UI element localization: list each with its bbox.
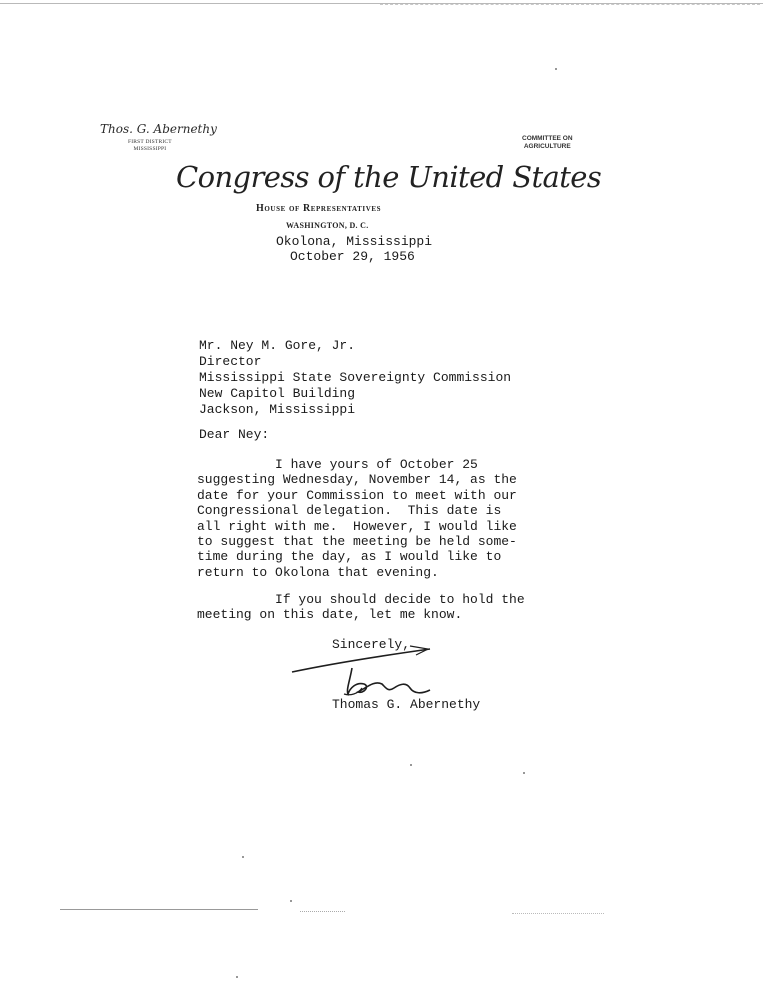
letter-place: Okolona, Mississippi	[276, 234, 433, 249]
scan-speck	[242, 856, 244, 858]
body-line: date for your Commission to meet with our	[197, 487, 517, 503]
scan-speck	[290, 900, 292, 902]
body-paragraph-1	[197, 457, 517, 580]
letter-date: October 29, 1956	[290, 249, 415, 264]
member-name-signature: Thos. G. Abernethy	[100, 122, 217, 136]
salutation: Dear Ney:	[199, 427, 270, 442]
body-line: I have yours of October 25	[197, 457, 478, 472]
house-heading-text: House of Representatives	[256, 203, 382, 214]
house-heading	[256, 203, 381, 214]
body-paragraph-2	[197, 592, 525, 623]
recipient-address	[199, 338, 511, 418]
body-line: Congressional delegation. This date is	[197, 503, 502, 519]
congress-heading: Congress of the United States	[176, 160, 602, 194]
city-heading: WASHINGTON, D. C.	[286, 221, 369, 230]
scan-bottom-noise	[300, 911, 345, 912]
address-line: Mr. Ney M. Gore, Jr.	[199, 338, 356, 353]
committee-line: AGRICULTURE	[523, 143, 571, 150]
body-line: time during the day, as I would like to	[197, 549, 502, 565]
scan-speck	[555, 68, 557, 70]
closing: Sincerely,	[332, 637, 411, 652]
committee-line: COMMITTEE ON	[522, 135, 573, 142]
scan-top-noise	[380, 0, 760, 5]
scan-bottom-line	[60, 909, 258, 910]
address-line: Mississippi State Sovereignty Commission	[199, 370, 512, 385]
scan-speck	[236, 976, 238, 978]
district-line: MISSISSIPPI	[133, 146, 167, 152]
committee-label	[522, 135, 573, 151]
handwritten-signature	[290, 644, 440, 704]
scan-bottom-noise	[512, 913, 604, 914]
body-line: If you should decide to hold the	[197, 592, 525, 607]
district-label	[128, 139, 172, 153]
scan-speck	[523, 772, 525, 774]
address-line: Director	[199, 354, 262, 369]
body-line: all right with me. However, I would like	[197, 518, 517, 534]
body-line: to suggest that the meeting be held some-	[197, 534, 517, 550]
signer-name: Thomas G. Abernethy	[332, 697, 481, 712]
body-line: meeting on this date, let me know.	[197, 607, 463, 623]
district-line: FIRST DISTRICT	[128, 139, 172, 145]
address-line: Jackson, Mississippi	[199, 402, 356, 417]
body-line: return to Okolona that evening.	[197, 564, 439, 580]
body-line: suggesting Wednesday, November 14, as the	[197, 472, 517, 488]
address-line: New Capitol Building	[199, 386, 356, 401]
scan-speck	[410, 764, 412, 766]
